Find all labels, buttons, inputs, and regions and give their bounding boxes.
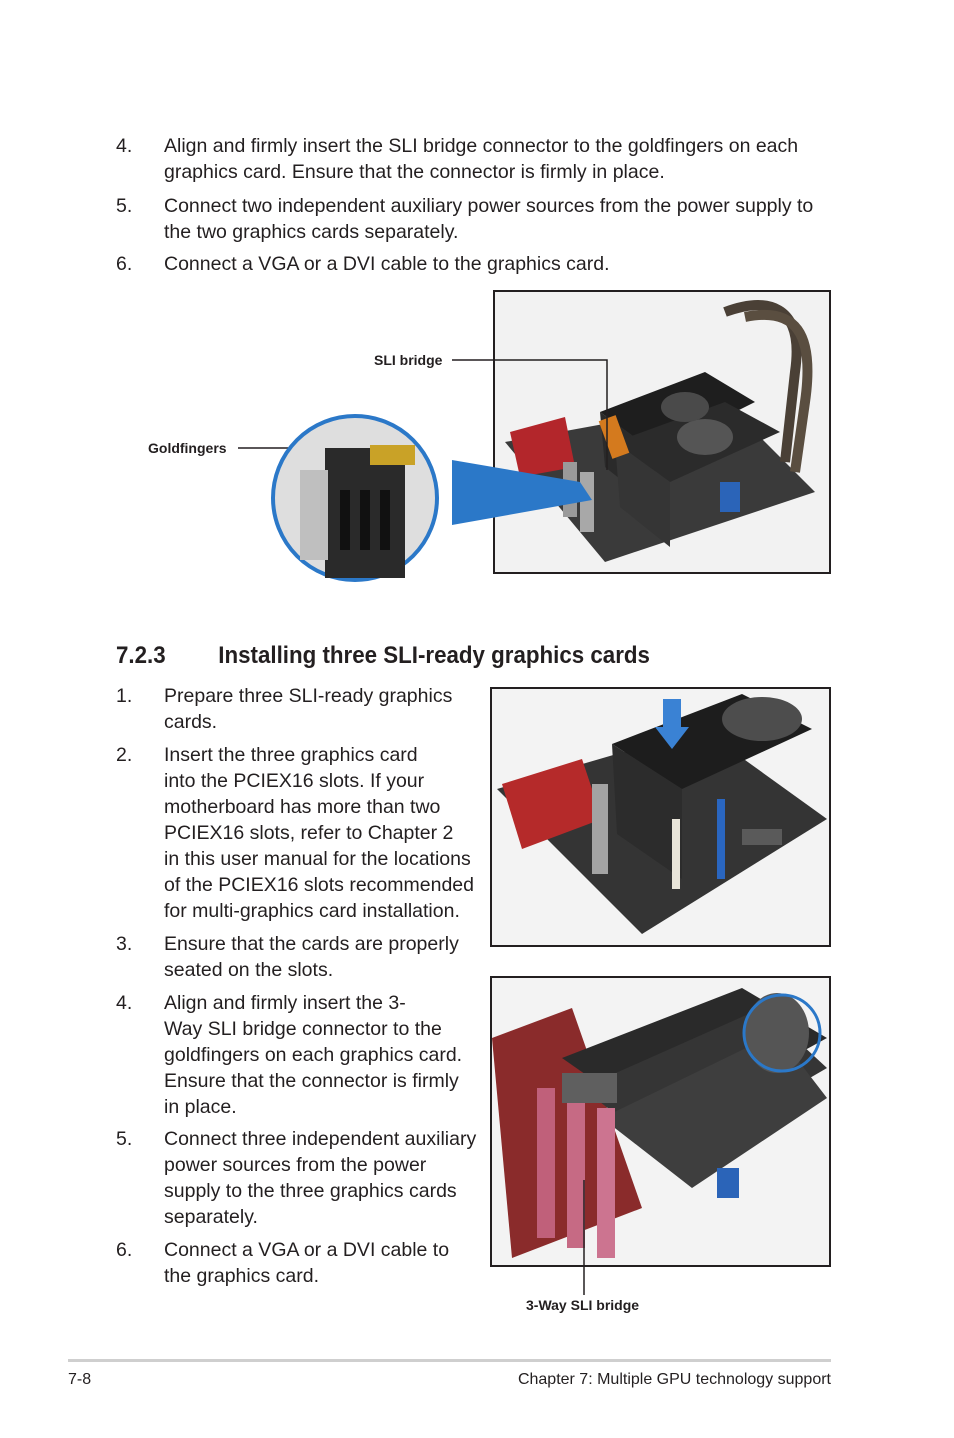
footer-rule xyxy=(68,1359,831,1362)
step-5-top xyxy=(116,193,836,245)
step-line: motherboard has more than two xyxy=(164,796,441,818)
step-line: Prepare three SLI-ready graphics xyxy=(164,685,453,707)
section-title: Installing three SLI-ready graphics cards xyxy=(218,642,650,669)
step-line: Way SLI bridge connector to the xyxy=(164,1018,442,1040)
step-text xyxy=(164,251,610,277)
step-line: Connect a VGA or a DVI cable to the graphics card. xyxy=(164,253,610,275)
step-text xyxy=(164,990,462,1120)
insert-cards-photo xyxy=(492,689,829,945)
step-6 xyxy=(116,1237,486,1289)
step-3 xyxy=(116,931,486,983)
step-number: 6. xyxy=(116,1239,133,1261)
chapter-title: Chapter 7: Multiple GPU technology support xyxy=(517,1371,831,1388)
step-line: separately. xyxy=(164,1206,258,1228)
step-text xyxy=(164,742,474,924)
step-line: supply to the three graphics cards xyxy=(164,1180,457,1202)
step-4 xyxy=(116,990,486,1120)
step-4-top xyxy=(116,133,836,185)
step-number: 4. xyxy=(116,992,133,1014)
step-text xyxy=(164,133,798,185)
step-line: Ensure that the cards are properly xyxy=(164,933,459,955)
three-way-bridge-label: 3-Way SLI bridge xyxy=(526,1297,640,1313)
step-number: 6. xyxy=(116,253,133,275)
step-line: Connect two independent auxiliary power sources from the power supply to xyxy=(164,195,814,217)
figure3-callout-line xyxy=(580,1180,590,1300)
step-number: 5. xyxy=(116,1128,133,1150)
step-number: 5. xyxy=(116,195,133,217)
step-text xyxy=(164,1126,476,1230)
step-line: Connect a VGA or a DVI cable to xyxy=(164,1239,450,1261)
step-5 xyxy=(116,1126,486,1230)
step-line: into the PCIEX16 slots. If your xyxy=(164,770,425,792)
step-text xyxy=(164,1237,449,1289)
figure-three-way-sli xyxy=(490,976,831,1267)
step-line: seated on the slots. xyxy=(164,959,334,981)
step-line: PCIEX16 slots, refer to Chapter 2 xyxy=(164,822,454,844)
step-text xyxy=(164,193,813,245)
step-line: for multi-graphics card installation. xyxy=(164,900,460,922)
step-text xyxy=(164,931,459,983)
step-number: 1. xyxy=(116,685,133,707)
figure-insert-cards xyxy=(490,687,831,947)
step-line: Ensure that the connector is firmly xyxy=(164,1070,459,1092)
step-line: power sources from the power xyxy=(164,1154,427,1176)
step-line: the graphics card. xyxy=(164,1265,320,1287)
step-line: Insert the three graphics card xyxy=(164,744,418,766)
step-number: 3. xyxy=(116,933,133,955)
page-number: 7-8 xyxy=(68,1371,92,1388)
step-line: cards. xyxy=(164,711,218,733)
step-line: the two graphics cards separately. xyxy=(164,221,459,243)
goldfingers-label: Goldfingers xyxy=(148,440,227,456)
step-1 xyxy=(116,683,486,735)
step-number: 4. xyxy=(116,135,133,157)
step-number: 2. xyxy=(116,744,133,766)
section-heading xyxy=(116,642,693,674)
sli-bridge-label: SLI bridge xyxy=(374,352,443,368)
step-line: Connect three independent auxiliary xyxy=(164,1128,477,1150)
step-line: in place. xyxy=(164,1096,237,1118)
step-line: Align and firmly insert the 3- xyxy=(164,992,406,1014)
step-line: graphics card. Ensure that the connector is firmly in place. xyxy=(164,161,665,183)
step-text xyxy=(164,683,452,735)
step-6-top xyxy=(116,251,836,277)
step-2 xyxy=(116,742,486,924)
step-line: Align and firmly insert the SLI bridge connector to the goldfingers on each xyxy=(164,135,799,157)
section-number: 7.2.3 xyxy=(116,642,166,669)
step-line: in this user manual for the locations xyxy=(164,848,471,870)
step-line: goldfingers on each graphics card. xyxy=(164,1044,463,1066)
step-line: of the PCIEX16 slots recommended xyxy=(164,874,474,896)
figure1-callouts xyxy=(230,350,630,610)
three-way-photo xyxy=(492,978,829,1265)
